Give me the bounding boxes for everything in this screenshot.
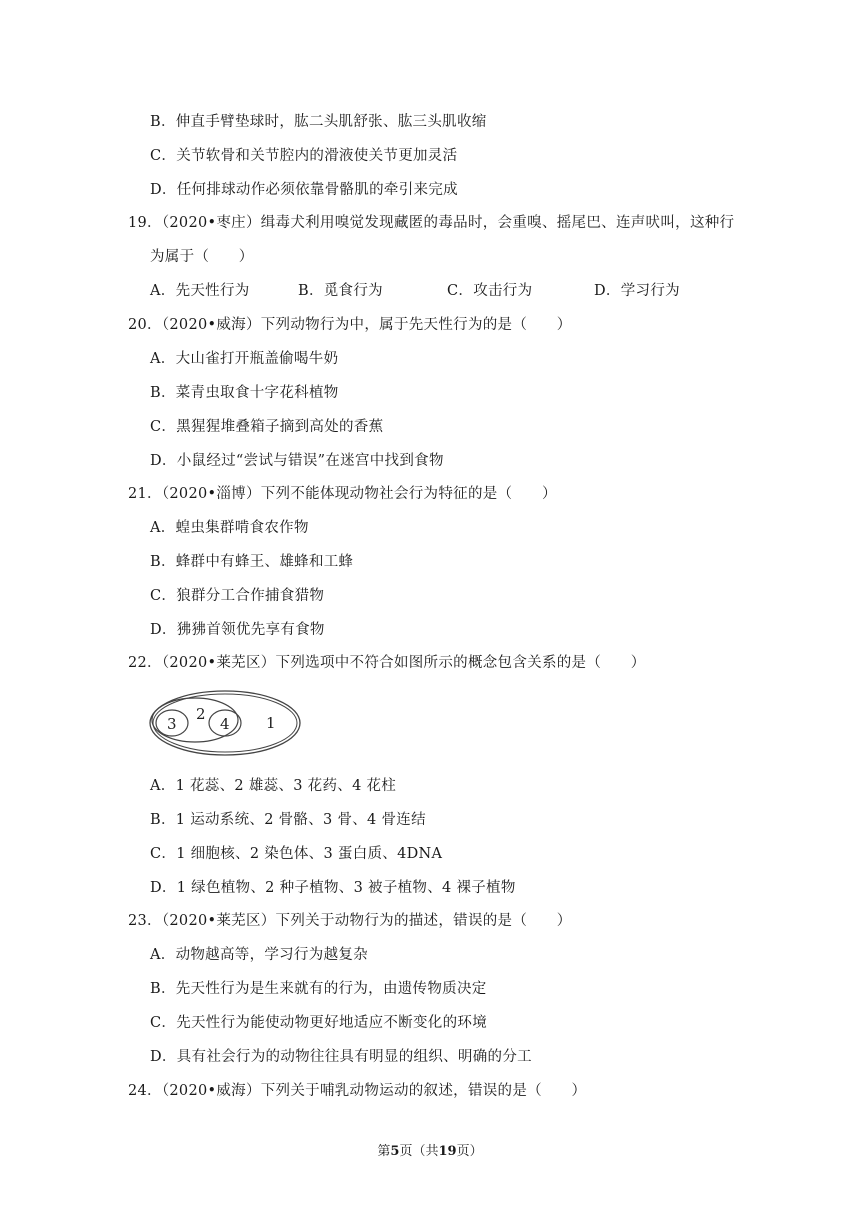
q23-option-a: A．动物越高等，学习行为越复杂: [150, 947, 368, 963]
footer-total-pages: 19: [438, 1144, 457, 1159]
q21-option-a: A．蝗虫集群啃食农作物: [150, 520, 309, 536]
q23-option-d: D．具有社会行为的动物往往具有明显的组织、明确的分工: [150, 1049, 532, 1065]
q20-option-d: D．小鼠经过“尝试与错误”在迷宫中找到食物: [150, 453, 444, 469]
q22-stem: 22．（2020•莱芜区）下列选项中不符合如图所示的概念包含关系的是（ ）: [128, 655, 646, 671]
venn-label-2: 2: [196, 705, 206, 723]
q22-option-c: C．1 细胞核、2 染色体、3 蛋白质、4DNA: [150, 846, 443, 862]
q18-option-c: C．关节软骨和关节腔内的滑液使关节更加灵活: [150, 148, 458, 164]
q23-option-c: C．先天性行为能使动物更好地适应不断变化的环境: [150, 1015, 487, 1031]
footer-suffix: 页）: [456, 1144, 483, 1159]
q22-option-b: B．1 运动系统、2 骨骼、3 骨、4 骨连结: [150, 812, 426, 828]
page-footer: [0, 1140, 860, 1159]
q21-stem: 21．（2020•淄博）下列不能体现动物社会行为特征的是（ ）: [128, 486, 557, 502]
concept-venn-diagram: [148, 688, 308, 758]
q20-option-a: A．大山雀打开瓶盖偷喝牛奶: [150, 351, 339, 367]
footer-mid: 页（共: [399, 1144, 439, 1159]
q19-option-c: C．攻击行为: [447, 283, 533, 299]
q20-option-b: B．菜青虫取食十字花科植物: [150, 385, 339, 401]
q18-option-d: D．任何排球动作必须依靠骨骼肌的牵引来完成: [150, 182, 458, 198]
venn-label-1: 1: [266, 714, 276, 732]
q21-option-c: C．狼群分工合作捕食猎物: [150, 588, 325, 604]
footer-prefix: 第: [377, 1144, 391, 1159]
footer-page-number: 5: [390, 1144, 400, 1159]
q23-stem: 23．（2020•莱芜区）下列关于动物行为的描述，错误的是（ ）: [128, 913, 572, 929]
venn-label-4: 4: [220, 715, 230, 733]
q22-option-a: A．1 花蕊、2 雄蕊、3 花药、4 花柱: [150, 778, 397, 794]
q21-option-d: D．狒狒首领优先享有食物: [150, 622, 325, 638]
venn-label-3: 3: [167, 715, 177, 733]
q22-option-d: D．1 绿色植物、2 种子植物、3 被子植物、4 裸子植物: [150, 880, 516, 896]
q21-option-b: B．蜂群中有蜂王、雄蜂和工蜂: [150, 554, 354, 570]
q19-option-b: B．觅食行为: [298, 283, 383, 299]
q23-option-b: B．先天性行为是生来就有的行为，由遗传物质决定: [150, 981, 487, 997]
q20-stem: 20．（2020•威海）下列动物行为中，属于先天性行为的是（ ）: [128, 317, 572, 333]
q20-option-c: C．黑猩猩堆叠箱子摘到高处的香蕉: [150, 419, 384, 435]
q24-stem: 24．（2020•威海）下列关于哺乳动物运动的叙述，错误的是（ ）: [128, 1083, 587, 1099]
q19-stem-line1: 19．（2020•枣庄）缉毒犬利用嗅觉发现藏匿的毒品时，会重嗅、摇尾巴、连声吠叫，这种行: [128, 215, 735, 231]
q19-option-d: D．学习行为: [594, 283, 680, 299]
q19-stem-line2: 为属于（ ）: [150, 249, 254, 265]
q18-option-b: B．伸直手臂垫球时，肱二头肌舒张、肱三头肌收缩: [150, 114, 487, 130]
q19-option-a: A．先天性行为: [150, 283, 250, 299]
